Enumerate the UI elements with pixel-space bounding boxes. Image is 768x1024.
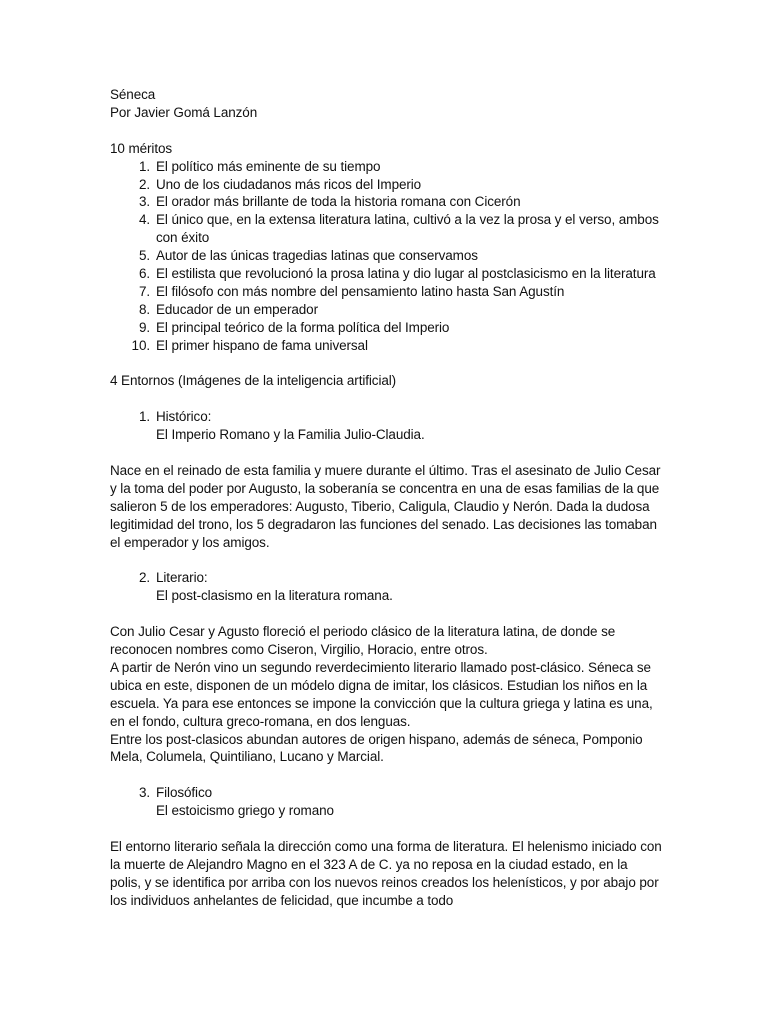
merit-item (110, 193, 662, 211)
merit-text: El primer hispano de fama universal (156, 337, 368, 353)
environment-item (110, 408, 662, 426)
document-body (110, 86, 662, 910)
merit-text: El principal teórico de la forma política del Imperio (156, 319, 450, 335)
document-title: Séneca (110, 87, 156, 102)
merit-number: 6. (138, 266, 150, 282)
spacer (110, 390, 662, 408)
historical-paragraph: Nace en el reinado de esta familia y muere durante el último. Tras el asesinato de Julio Cesar y la toma del poder por Augusto, la soberanía se concentra en una de esas familias de la que salieron 5 de los emperadores: Augusto, Tiberio, Caligula, Claudio y Nerón. Dada la dudosa legitimidad del trono, los 5 degradaron las funciones del senado. Las decisiones las tomaban el emperador y los amigos. (110, 462, 661, 550)
merit-number: 5. (138, 248, 150, 264)
merit-item (110, 337, 662, 355)
literary-paragraph: Con Julio Cesar y Agusto floreció el periodo clásico de la literatura latina, de donde se reconocen nombres como Ciseron, Virgilio, Horacio, entre otros. (110, 624, 616, 657)
document-author: Por Javier Gomá Lanzón (110, 104, 258, 120)
merit-text: Educador de un emperador (156, 301, 318, 317)
environment-label: Filosófico (156, 785, 213, 801)
merits-list (110, 158, 662, 355)
environment-subtitle: El estoicismo griego y romano (156, 803, 334, 819)
merit-text: El orador más brillante de toda la historia romana con Cicerón (156, 194, 521, 210)
environment-label: Literario: (156, 570, 208, 586)
merit-number: 2. (138, 176, 150, 192)
philosophical-paragraph: El entorno literario señala la dirección como una forma de literatura. El helenismo iniciado con la muerte de Alejandro Magno en el 323 A de C. ya no reposa en la ciudad estado, en la polis, y se identifica por arriba con los nuevos reinos creados los helenísticos, y por abajo por los individuos anhelantes de felicidad, que incumbe a todo (110, 838, 662, 908)
merit-number: 8. (138, 301, 150, 317)
literary-paragraph: Entre los post-clasicos abundan autores de origen hispano, además de séneca, Pomponio Mela, Columela, Quintiliano, Lucano y Marcial. (110, 731, 643, 765)
merit-item (110, 176, 662, 194)
environment-number: 1. (138, 409, 150, 425)
environment-item (110, 784, 662, 802)
merit-number: 10. (131, 337, 150, 353)
merit-item (110, 265, 662, 283)
merit-number: 1. (138, 158, 150, 174)
environment-subtitle: El Imperio Romano y la Familia Julio-Claudia. (156, 427, 425, 443)
spacer (110, 552, 662, 570)
spacer (110, 444, 662, 462)
environment-number: 3. (138, 785, 150, 801)
environment-philosophical (110, 784, 662, 802)
merit-item (110, 158, 662, 176)
merit-number: 3. (138, 194, 150, 210)
environment-historical (110, 408, 662, 426)
merit-number: 7. (138, 283, 150, 299)
spacer (110, 766, 662, 784)
spacer (110, 605, 662, 623)
merit-item (110, 283, 662, 301)
merit-item (110, 211, 662, 247)
merit-text: El político más eminente de su tiempo (156, 158, 381, 174)
environment-number: 2. (138, 570, 150, 586)
environments-heading: 4 Entornos (Imágenes de la inteligencia artificial) (110, 373, 397, 389)
merit-text: El único que, en la extensa literatura latina, cultivó a la vez la prosa y el verso, ambos con éxito (156, 212, 659, 246)
merit-item (110, 319, 662, 337)
environment-literary (110, 569, 662, 587)
merit-text: Autor de las únicas tragedias latinas que conservamos (156, 248, 478, 264)
spacer (110, 355, 662, 373)
merits-heading: 10 méritos (110, 140, 173, 156)
environment-subtitle: El post-clasismo en la literatura romana. (156, 588, 393, 604)
spacer (110, 820, 662, 838)
literary-paragraph: A partir de Nerón vino un segundo reverdecimiento literario llamado post-clásico. Séneca se ubica en este, disponen de un módelo digna de imitar, los clásicos. Estudian los niños en la escuela. Ya para ese entonces se impone la convicción que la cultura griega y latina es una, en el fondo, cultura greco-romana, en dos lenguas. (110, 659, 653, 729)
merit-number: 4. (138, 212, 150, 228)
merit-number: 9. (138, 319, 150, 335)
merit-text: El estilista que revolucionó la prosa latina y dio lugar al postclasicismo en la literatura (156, 266, 656, 282)
environment-item (110, 569, 662, 587)
merit-item (110, 301, 662, 319)
merit-text: El filósofo con más nombre del pensamiento latino hasta San Agustín (156, 283, 565, 299)
environment-label: Histórico: (156, 409, 212, 425)
spacer (110, 122, 662, 140)
merit-item (110, 247, 662, 265)
merit-text: Uno de los ciudadanos más ricos del Imperio (156, 176, 422, 192)
